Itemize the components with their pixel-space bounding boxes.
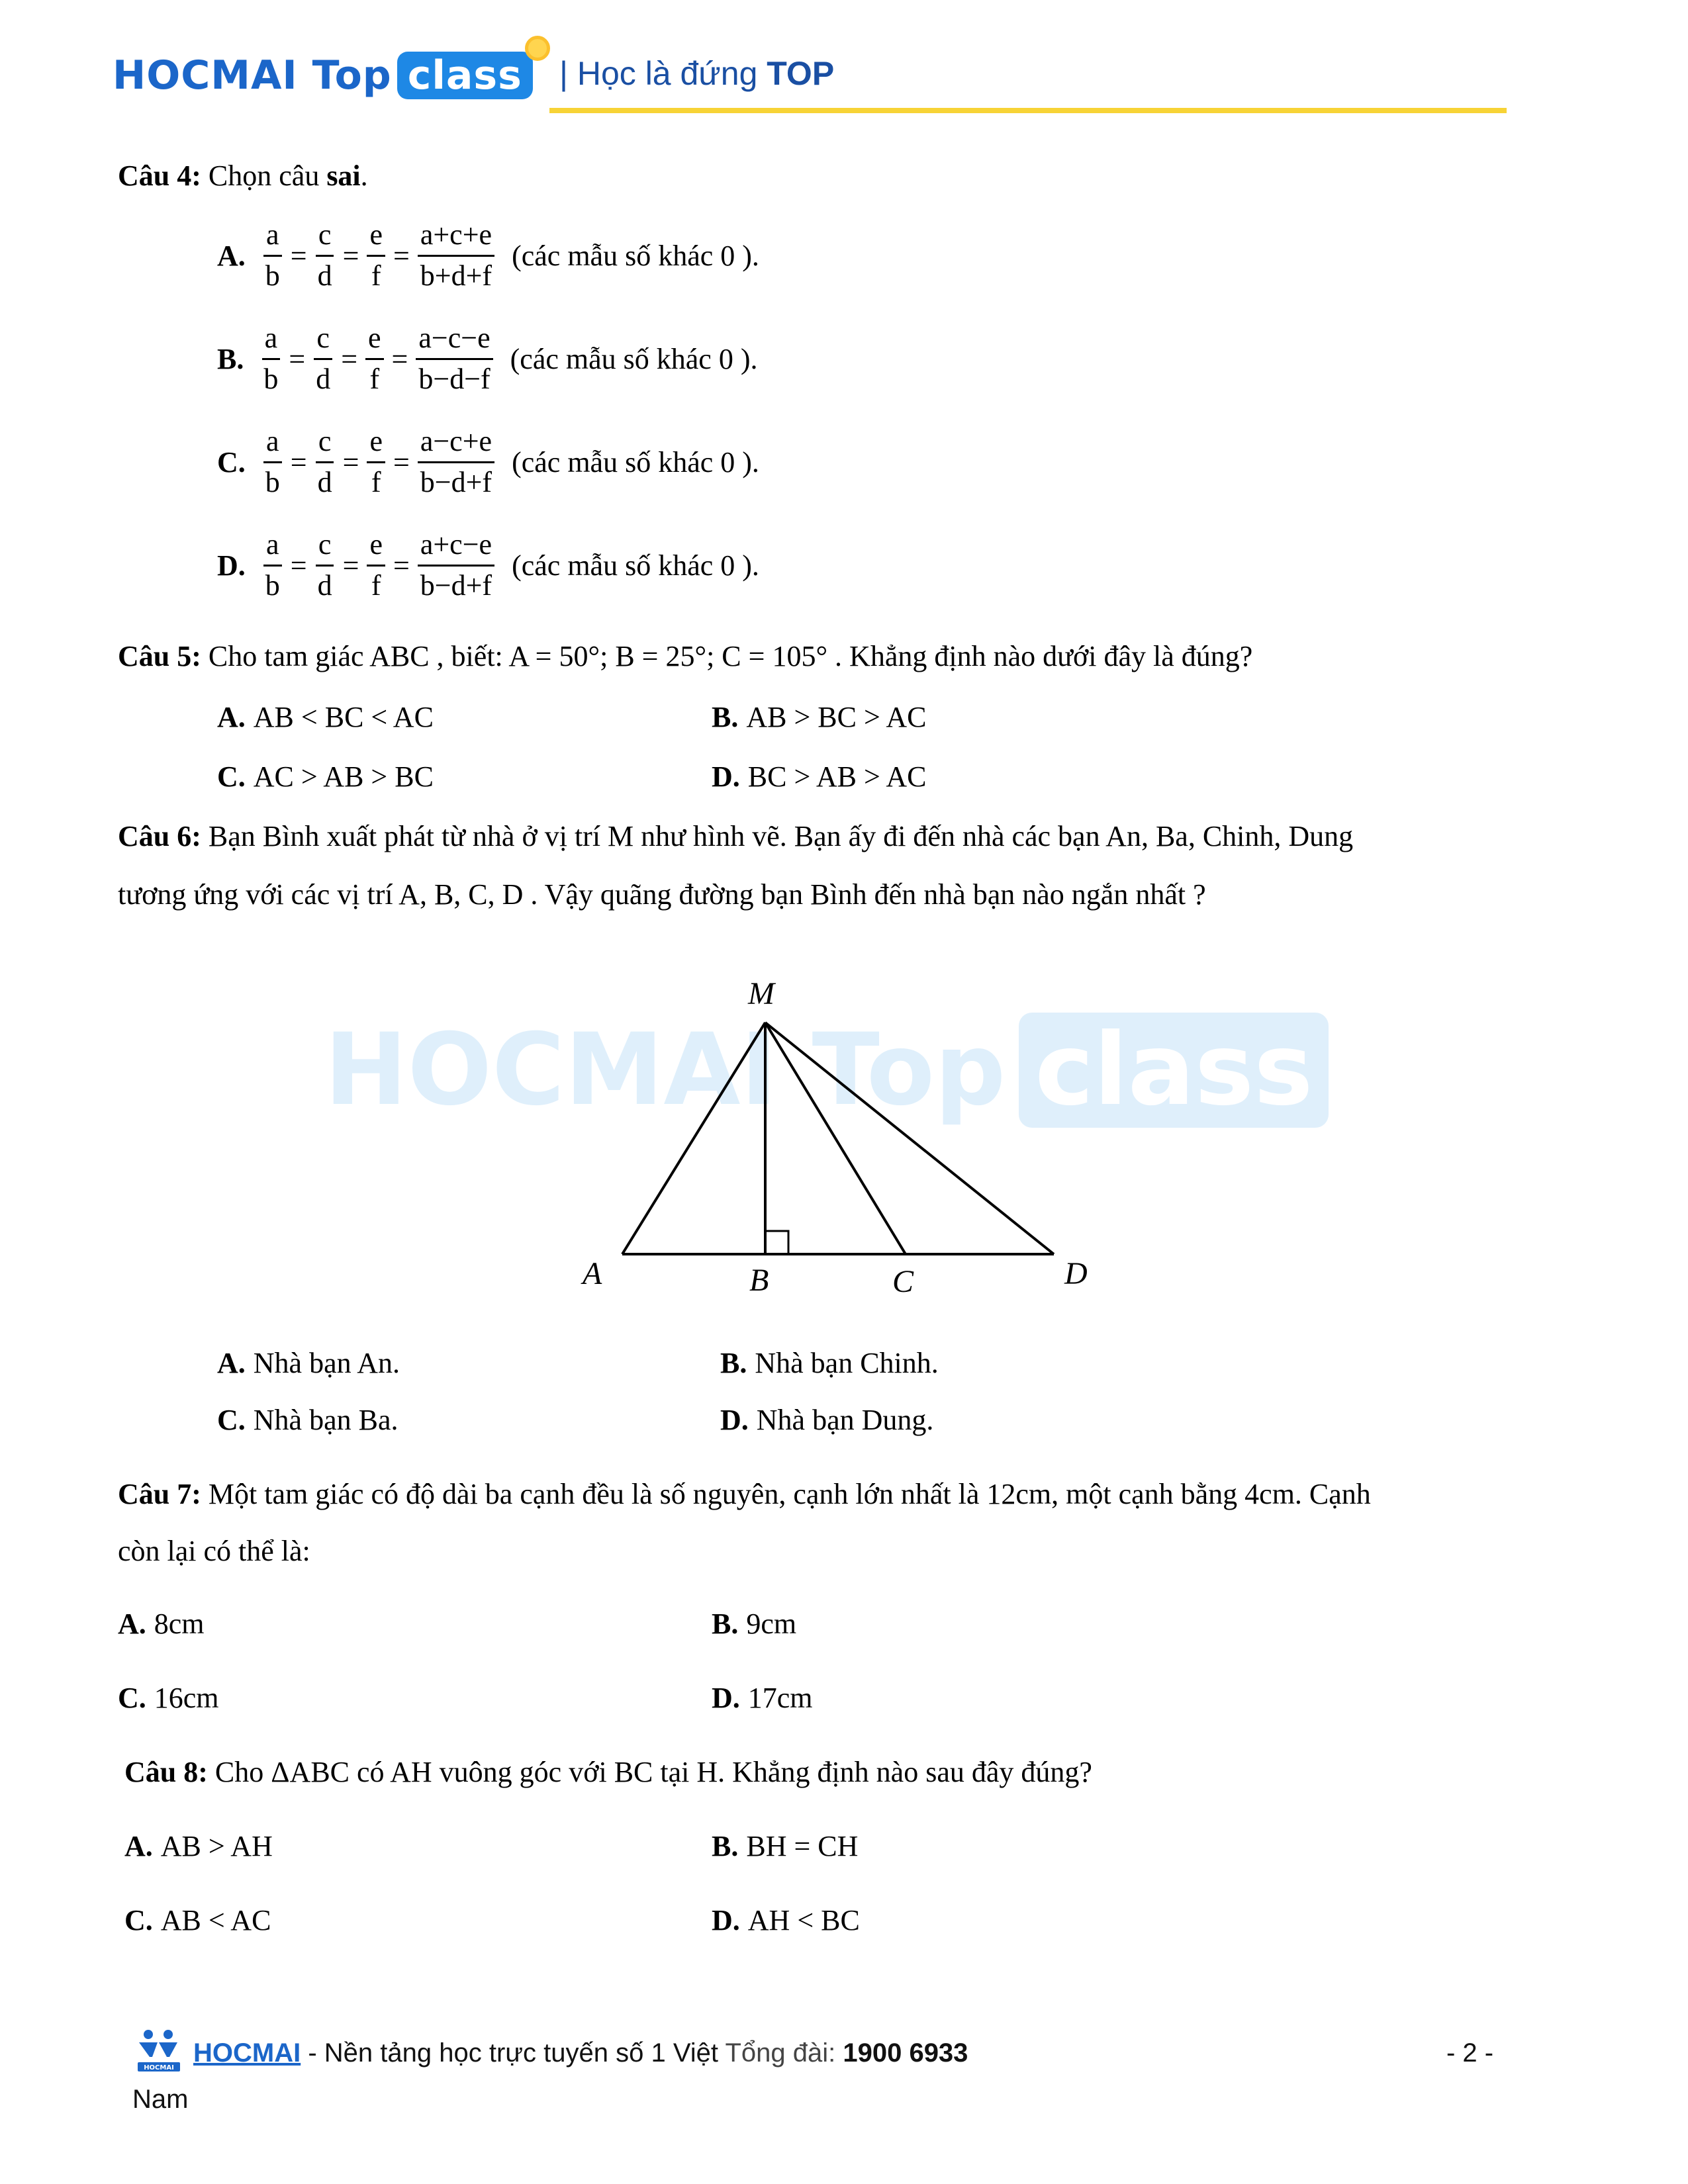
equals-sign: =	[289, 342, 306, 375]
option-text: BC > AB > AC	[747, 760, 927, 793]
numerator: c	[314, 322, 332, 360]
footer-line-2: Nam	[132, 2085, 189, 2114]
q4-option-d[interactable]	[217, 528, 759, 602]
option-label: C.	[217, 445, 246, 478]
q8-option-b[interactable]	[712, 1829, 858, 1863]
numerator: e	[367, 528, 385, 567]
denominator: b	[263, 362, 279, 395]
equals-sign: =	[393, 445, 410, 478]
fraction	[263, 528, 283, 602]
option-note: (các mẫu số khác 0 ).	[512, 549, 759, 582]
q5-option-d[interactable]	[712, 760, 927, 794]
footer-icon-text: HOCMAI	[144, 2064, 174, 2071]
fraction	[315, 528, 335, 602]
q6-option-b[interactable]	[720, 1346, 939, 1380]
option-label: B.	[217, 342, 244, 375]
denominator: d	[317, 465, 332, 498]
q4-option-b[interactable]	[217, 322, 757, 396]
q8-option-d[interactable]	[712, 1903, 860, 1937]
q7-text: Một tam giác có độ dài ba cạnh đều là số nguyên, cạnh lớn nhất là 12cm, một cạnh bằng 4cm. Cạnh	[208, 1478, 1371, 1510]
option-text: AB > BC > AC	[746, 701, 927, 733]
fraction	[315, 218, 335, 293]
fraction	[418, 218, 494, 293]
q6-line1	[118, 819, 1353, 853]
q7-option-d[interactable]	[712, 1681, 813, 1715]
option-text: AB > AH	[160, 1830, 273, 1862]
q8-title	[124, 1755, 1092, 1789]
equals-sign: =	[393, 549, 410, 582]
numerator: a−c−e	[416, 322, 492, 360]
equals-sign: =	[290, 549, 307, 582]
fraction	[416, 322, 492, 396]
option-label: A.	[217, 239, 246, 272]
q5-option-b[interactable]	[712, 700, 927, 734]
option-label: A.	[217, 701, 246, 733]
option-text: AC > AB > BC	[253, 760, 434, 793]
q6-option-a[interactable]	[217, 1346, 400, 1380]
option-label: A.	[118, 1608, 146, 1640]
hocmai-topclass-logo	[113, 52, 533, 99]
denominator: d	[317, 569, 332, 602]
option-text: AB < BC < AC	[253, 701, 434, 733]
watermark-text: HOCMAI Top	[324, 1013, 1006, 1128]
numerator: a	[262, 322, 281, 360]
fraction	[367, 425, 385, 499]
point-d-label: D	[1064, 1256, 1088, 1291]
option-note: (các mẫu số khác 0 ).	[510, 342, 758, 375]
header-slogan	[559, 54, 834, 93]
footer-line	[193, 2038, 968, 2068]
fraction	[313, 322, 333, 396]
denominator: b−d−f	[418, 362, 491, 395]
option-text: BH = CH	[746, 1830, 859, 1862]
denominator: f	[371, 259, 381, 292]
segment-ma	[622, 1023, 765, 1254]
option-text: 16cm	[154, 1682, 219, 1714]
option-note: (các mẫu số khác 0 ).	[512, 445, 759, 478]
numerator: a	[263, 528, 282, 567]
fraction	[263, 425, 283, 499]
numerator: a+c+e	[418, 218, 494, 257]
option-label: A.	[217, 1347, 246, 1379]
option-label: C.	[217, 760, 246, 793]
right-angle-mark	[765, 1231, 788, 1254]
watermark-class: class	[1019, 1013, 1329, 1128]
logo-class-badge	[397, 52, 533, 99]
denominator: d	[316, 362, 331, 395]
fraction	[418, 528, 494, 602]
q7-line1	[118, 1477, 1371, 1511]
numerator: c	[316, 425, 334, 463]
numerator: e	[365, 322, 384, 360]
footer-brand-link[interactable]: HOCMAI	[193, 2038, 301, 2068]
fraction	[365, 322, 384, 396]
q4-title	[118, 159, 368, 193]
option-label: D.	[712, 1682, 740, 1714]
q7-line2	[118, 1534, 310, 1568]
denominator: b−d+f	[420, 569, 492, 602]
numerator: e	[367, 218, 385, 257]
q6-text-2: tương ứng với các vị trí A, B, C, D . Vậy quãng đường bạn Bình đến nhà bạn nào ngắn nhất ?	[118, 878, 1206, 911]
option-label: A.	[124, 1830, 153, 1862]
hocmai-footer-icon	[132, 2025, 185, 2078]
option-text: 9cm	[746, 1608, 797, 1640]
footer-hotline-label: Tổng đài:	[718, 2038, 836, 2068]
q6-option-c[interactable]	[217, 1403, 399, 1437]
option-text: 8cm	[154, 1608, 205, 1640]
numerator: a	[263, 218, 282, 257]
equals-sign: =	[342, 445, 359, 478]
option-text: AB < AC	[160, 1904, 271, 1936]
option-label: B.	[720, 1347, 747, 1379]
header-divider	[549, 108, 1507, 113]
equals-sign: =	[342, 549, 359, 582]
q4-bold: sai	[326, 159, 361, 192]
logo-class-text: class	[407, 52, 522, 99]
triangle-figure	[569, 960, 1165, 1317]
q5-option-c[interactable]	[217, 760, 434, 794]
denominator: b	[265, 259, 280, 292]
option-label: D.	[217, 549, 246, 582]
point-c-label: C	[892, 1264, 914, 1299]
segment-mc	[765, 1023, 906, 1254]
segment-md	[765, 1023, 1054, 1254]
option-label: D.	[712, 760, 740, 793]
equals-sign: =	[342, 239, 359, 272]
denominator: f	[371, 465, 381, 498]
logo-star-icon	[525, 36, 550, 61]
equals-sign: =	[391, 342, 408, 375]
option-text: 17cm	[747, 1682, 813, 1714]
point-a-label: A	[583, 1256, 602, 1291]
q8-text: Cho ΔABC có AH vuông góc với BC tại H. Khẳng định nào sau đây đúng?	[214, 1756, 1092, 1788]
q4-option-a[interactable]	[217, 218, 759, 293]
numerator: a−c+e	[418, 425, 494, 463]
fraction	[367, 218, 385, 293]
numerator: a+c−e	[418, 528, 494, 567]
numerator: e	[367, 425, 385, 463]
q7-text-2: còn lại có thể là:	[118, 1535, 310, 1567]
point-m-label: M	[748, 976, 774, 1011]
numerator: a	[263, 425, 282, 463]
denominator: b	[265, 465, 280, 498]
option-label: C.	[124, 1904, 153, 1936]
q4-end: .	[360, 159, 368, 192]
option-text: Nhà bạn Ba.	[253, 1404, 399, 1436]
q7-option-c[interactable]	[118, 1681, 219, 1715]
fraction	[367, 528, 385, 602]
q6-label: Câu 6:	[118, 820, 201, 852]
q8-option-c[interactable]	[124, 1903, 271, 1937]
q4-text: Chọn câu	[208, 159, 320, 192]
option-label: C.	[118, 1682, 146, 1714]
option-label: C.	[217, 1404, 246, 1436]
q6-text: Bạn Bình xuất phát từ nhà ở vị trí M như hình vẽ. Bạn ấy đi đến nhà các bạn An, Ba, Chinh, Dung	[208, 820, 1354, 852]
q6-option-d[interactable]	[720, 1403, 933, 1437]
option-note: (các mẫu số khác 0 ).	[512, 239, 759, 272]
q5-title	[118, 639, 1252, 673]
q4-option-c[interactable]	[217, 425, 759, 499]
q4-label: Câu 4:	[118, 159, 201, 192]
equals-sign: =	[341, 342, 358, 375]
fraction	[418, 425, 494, 499]
option-label: B.	[712, 701, 739, 733]
option-label: B.	[712, 1830, 739, 1862]
option-text: Nhà bạn Chinh.	[755, 1347, 939, 1379]
denominator: d	[317, 259, 332, 292]
slogan-bold: TOP	[767, 55, 835, 92]
option-label: B.	[712, 1608, 739, 1640]
equals-sign: =	[290, 445, 307, 478]
option-label: D.	[712, 1904, 740, 1936]
denominator: f	[371, 569, 381, 602]
q7-label: Câu 7:	[118, 1478, 201, 1510]
point-b-label: B	[749, 1263, 769, 1298]
q5-label: Câu 5:	[118, 640, 201, 672]
q7-option-b[interactable]	[712, 1607, 796, 1641]
q5-option-a[interactable]	[217, 700, 434, 734]
equals-sign: =	[393, 239, 410, 272]
q7-option-a[interactable]	[118, 1607, 205, 1641]
q8-option-a[interactable]	[124, 1829, 273, 1863]
q6-line2	[118, 878, 1206, 911]
fraction	[315, 425, 335, 499]
page-number: - 2 -	[1446, 2038, 1494, 2068]
denominator: b−d+f	[420, 465, 492, 498]
numerator: c	[316, 528, 334, 567]
option-text: AH < BC	[747, 1904, 860, 1936]
equals-sign: =	[290, 239, 307, 272]
denominator: f	[369, 362, 380, 395]
denominator: b	[265, 569, 280, 602]
fraction	[261, 322, 281, 396]
option-label: D.	[720, 1404, 749, 1436]
fraction	[263, 218, 283, 293]
option-text: Nhà bạn An.	[253, 1347, 400, 1379]
option-text: Nhà bạn Dung.	[756, 1404, 934, 1436]
footer-desc: - Nền tảng học trực tuyến số 1 Việt	[301, 2038, 719, 2068]
logo-text: HOCMAI Top	[113, 52, 392, 99]
denominator: b+d+f	[420, 259, 492, 292]
q5-text: Cho tam giác ABC , biết: A = 50°; B = 25°; C = 105° . Khẳng định nào dưới đây là đúng?	[208, 640, 1253, 672]
footer-hotline: 1900 6933	[843, 2038, 968, 2068]
q8-label: Câu 8:	[124, 1756, 208, 1788]
slogan-text: | Học là đứng	[559, 55, 758, 92]
numerator: c	[316, 218, 334, 257]
